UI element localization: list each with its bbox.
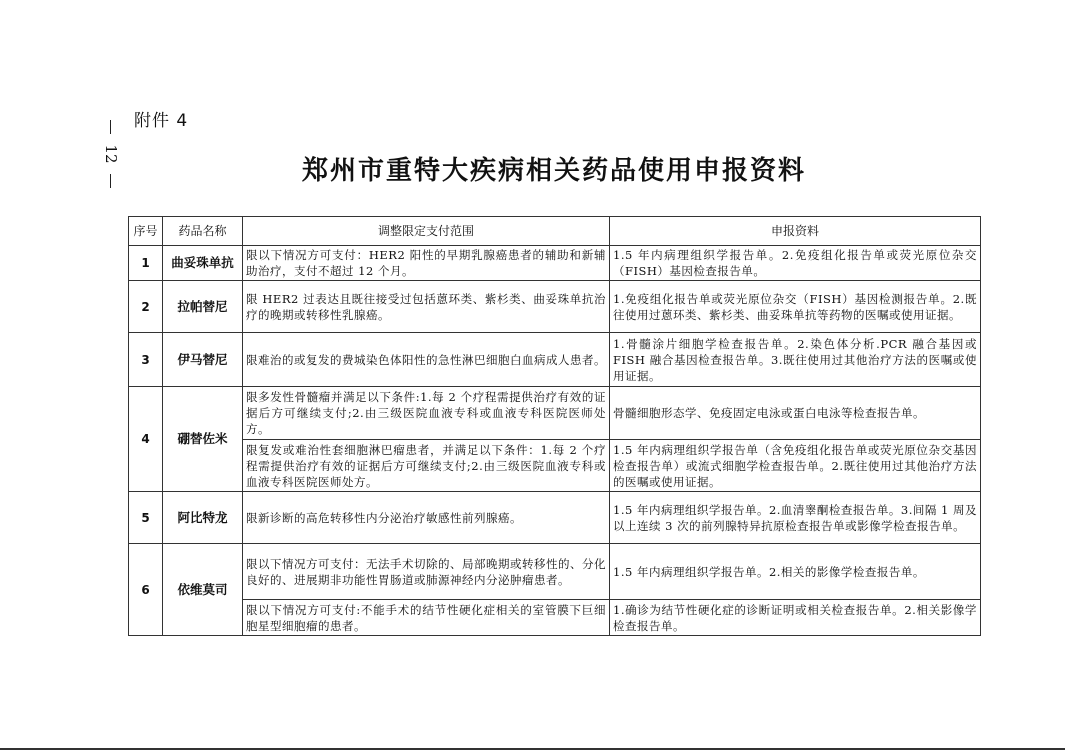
row-docs: 1.5 年内病理组织学报告单。2.相关的影像学检查报告单。: [610, 544, 981, 600]
row-seq: 6: [129, 544, 163, 636]
row-docs: 1.5 年内病理组织学报告单（含免疫组化报告单或荧光原位杂交基因检查报告单）或流式细胞学检查报告单。2.既往使用过其他治疗方法的医嘱或使用证据。: [610, 440, 981, 492]
row-seq: 5: [129, 492, 163, 544]
row-docs: 1.5 年内病理组织学报告单。2.血清睾酮检查报告单。3.间隔 1 周及以上连续 3 次的前列腺特异抗原检查报告单或影像学检查报告单。: [610, 492, 981, 544]
side-page-number: [100, 120, 122, 188]
row-docs: 1.骨髓涂片细胞学检查报告单。2.染色体分析.PCR 融合基因或 FISH 融合基因检查报告单。3.既往使用过其他治疗方法的医嘱或使用证据。: [610, 333, 981, 387]
row-scope: 限 HER2 过表达且既往接受过包括蒽环类、紫杉类、曲妥珠单抗治疗的晚期或转移性乳腺癌。: [243, 281, 610, 333]
page-number-dash-top: [110, 120, 111, 134]
row-drug: 伊马替尼: [163, 333, 243, 387]
table-row: [129, 246, 981, 281]
row-scope: 限多发性骨髓瘤并满足以下条件:1.每 2 个疗程需提供治疗有效的证据后方可继续支付;2.由三级医院血液专科或血液专科医院医师处方。: [243, 387, 610, 440]
table-row: [129, 600, 981, 636]
row-docs: 1.确诊为结节性硬化症的诊断证明或相关检查报告单。2.相关影像学检查报告单。: [610, 600, 981, 636]
header-drug: 药品名称: [163, 217, 243, 246]
table-row: [129, 544, 981, 600]
row-docs: 1.5 年内病理组织学报告单。2.免疫组化报告单或荧光原位杂交（FISH）基因检查报告单。: [610, 246, 981, 281]
table-row: [129, 281, 981, 333]
table-row: [129, 333, 981, 387]
drug-application-table: [128, 216, 981, 636]
row-drug: 阿比特龙: [163, 492, 243, 544]
row-scope: 限以下情况方可支付:不能手术的结节性硬化症相关的室管膜下巨细胞星型细胞瘤的患者。: [243, 600, 610, 636]
header-scope: 调整限定支付范围: [243, 217, 610, 246]
header-docs: 申报资料: [610, 217, 981, 246]
row-drug: 拉帕替尼: [163, 281, 243, 333]
row-docs: 骨髓细胞形态学、免疫固定电泳或蛋白电泳等检查报告单。: [610, 387, 981, 440]
table-row: [129, 492, 981, 544]
row-docs: 1.免疫组化报告单或荧光原位杂交（FISH）基因检测报告单。2.既往使用过蒽环类、紫杉类、曲妥珠单抗等药物的医嘱或使用证据。: [610, 281, 981, 333]
table-row: [129, 440, 981, 492]
page-number-dash-bottom: [110, 174, 111, 188]
header-seq: 序号: [129, 217, 163, 246]
table-header-row: [129, 217, 981, 246]
row-seq: 2: [129, 281, 163, 333]
bottom-rule: [0, 748, 1065, 750]
row-scope: 限难治的或复发的费城染色体阳性的急性淋巴细胞白血病成人患者。: [243, 333, 610, 387]
attachment-label: 附件 4: [134, 111, 189, 131]
row-seq: 4: [129, 387, 163, 492]
row-scope: 限新诊断的高危转移性内分泌治疗敏感性前列腺癌。: [243, 492, 610, 544]
row-drug: 硼替佐米: [163, 387, 243, 492]
document-title: 郑州市重特大疾病相关药品使用申报资料: [301, 156, 806, 186]
row-scope: 限复发或难治性套细胞淋巴瘤患者，并满足以下条件：1.每 2 个疗程需提供治疗有效的证据后方可继续支付;2.由三级医院血液专科或血液专科医院医师处方。: [243, 440, 610, 492]
row-seq: 1: [129, 246, 163, 281]
row-drug: 依维莫司: [163, 544, 243, 636]
page-number: 12: [102, 144, 120, 164]
row-scope: 限以下情况方可支付：HER2 阳性的早期乳腺癌患者的辅助和新辅助治疗，支付不超过 12 个月。: [243, 246, 610, 281]
row-seq: 3: [129, 333, 163, 387]
row-scope: 限以下情况方可支付：无法手术切除的、局部晚期或转移性的、分化良好的、进展期非功能性胃肠道或肺源神经内分泌肿瘤患者。: [243, 544, 610, 600]
row-drug: 曲妥珠单抗: [163, 246, 243, 281]
table-row: [129, 387, 981, 440]
